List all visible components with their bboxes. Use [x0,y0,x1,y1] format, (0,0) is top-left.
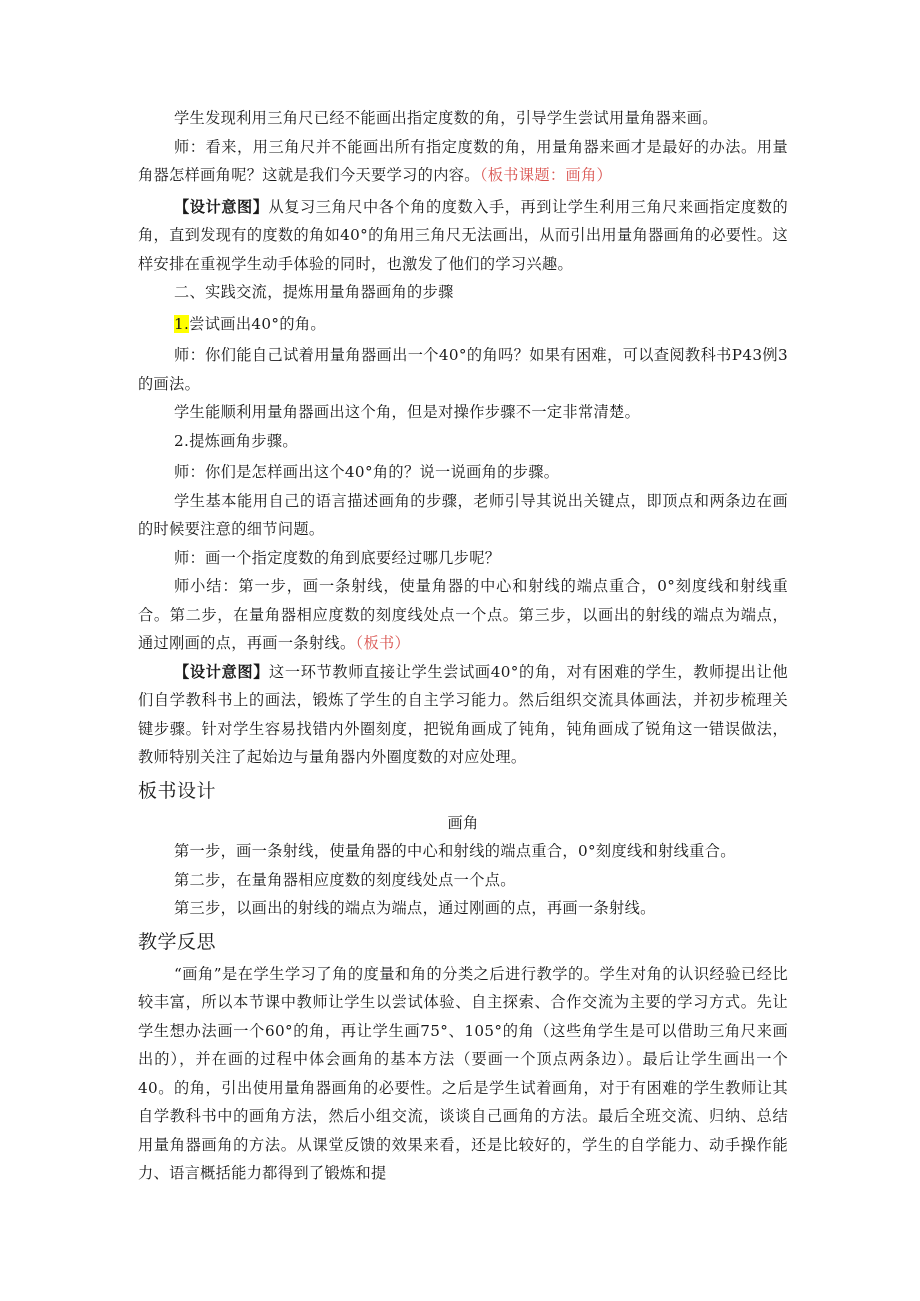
paragraph-student-draw: 学生能顺利用量角器画出这个角，但是对操作步骤不一定非常清楚。 [174,403,641,421]
paragraph-teacher-how: 师：你们是怎样画出这个40°角的？说一说画角的步骤。 [174,463,560,481]
section-heading-practice: 二、实践交流，提炼用量角器画角的步骤 [174,283,454,301]
heading-board-design: 板书设计 [138,779,217,802]
step-1-text: 尝试画出40°的角。 [189,314,326,333]
paragraph-design-intent-2 [138,658,788,772]
paragraph-reflection: “画角”是在学生学习了角的度量和角的分类之后进行教学的。学生对角的认识经验已经比较丰富，所以本节课中教师让学生以尝试体验、自主探索、合作交流为主要的学习方式。先让学生想办法画一个60°的角，再让学生画75°、105°的角（这些角学生是可以借助三角尺来画出的），并在画的过程中体会画角的基本方法（要画一个顶点两条边）。最后让学生画出一个40。的角，引出使用量角器画角的必要性。之后是学生试着画角，对于有困难的学生教师让其自学教科书中的画角方法，然后小组交流，谈谈自己画角的方法。最后全班交流、归纳、总结用量角器画角的方法。从课堂反馈的效果来看，还是比较好的，学生的自学能力、动手操作能力、语言概括能力都得到了锻炼和提 [138,964,788,1182]
paragraph-teacher-intro [138,133,788,190]
document-page [138,104,788,1188]
step-1 [138,310,788,339]
paragraph-teacher-steps-question: 师：画一个指定度数的角到底要经过哪几步呢？ [174,548,501,567]
board-note-title: （板书课题：画角） [479,166,613,184]
teacher-intro-text: 师：看来，用三角尺并不能画出所有指定度数的角，用量角器来画才是最好的办法。用量角器怎样画角呢？这就是我们今天要学习的内容。 [138,137,788,184]
board-step-1: 第一步，画一条射线，使量角器的中心和射线的端点重合，0°刻度线和射线重合。 [174,842,736,860]
design-intent-label-2: 【设计意图】 [174,662,270,681]
paragraph-student-describe: 学生基本能用自己的语言描述画角的步骤，老师引导其说出关键点，即顶点和两条边在画的时候要注意的细节问题。 [138,491,788,538]
board-title: 画角 [447,813,479,832]
paragraph-design-intent-1 [138,193,788,279]
design-intent-text-2: 这一环节教师直接让学生尝试画40°的角，对有困难的学生，教师提出让他们自学教科书上的画法，锻炼了学生的自主学习能力。然后组织交流具体画法，并初步梳理关键步骤。针对学生容易找错内外圈刻度，把锐角画成了钝角，钝角画成了锐角这一错误做法，教师特别关注了起始边与量角器内外圈度数的对应处理。 [138,662,788,766]
paragraph-student-discovery: 学生发现利用三角尺已经不能画出指定度数的角，引导学生尝试用量角器来画。 [174,109,718,127]
step-1-number: 1. [174,314,190,333]
paragraph-teacher-summary [138,572,788,658]
board-note: （板书） [355,634,411,652]
teacher-summary-text: 师小结：第一步，画一条射线，使量角器的中心和射线的端点重合，0°刻度线和射线重合。第二步，在量角器相应度数的刻度线处点一个点。第三步，以画出的射线的端点为端点，通过刚画的点，再画一条射线。 [138,577,788,652]
step-2: 2.提炼画角步骤。 [174,431,298,450]
board-step-2: 第二步，在量角器相应度数的刻度线处点一个点。 [174,870,516,889]
board-step-3: 第三步，以画出的射线的端点为端点，通过刚画的点，再画一条射线。 [174,899,656,917]
heading-teaching-reflection: 教学反思 [138,930,217,953]
design-intent-label: 【设计意图】 [174,197,269,216]
paragraph-teacher-question: 师：你们能自己试着用量角器画出一个40°的角吗？如果有困难，可以查阅教科书P43例3的画法。 [138,346,788,393]
design-intent-text: 从复习三角尺中各个角的度数入手，再到让学生利用三角尺来画指定度数的角，直到发现有的度数的角如40°的角用三角尺无法画出，从而引出用量角器画角的必要性。这样安排在重视学生动手体验的同时，也激发了他们的学习兴趣。 [138,197,788,273]
